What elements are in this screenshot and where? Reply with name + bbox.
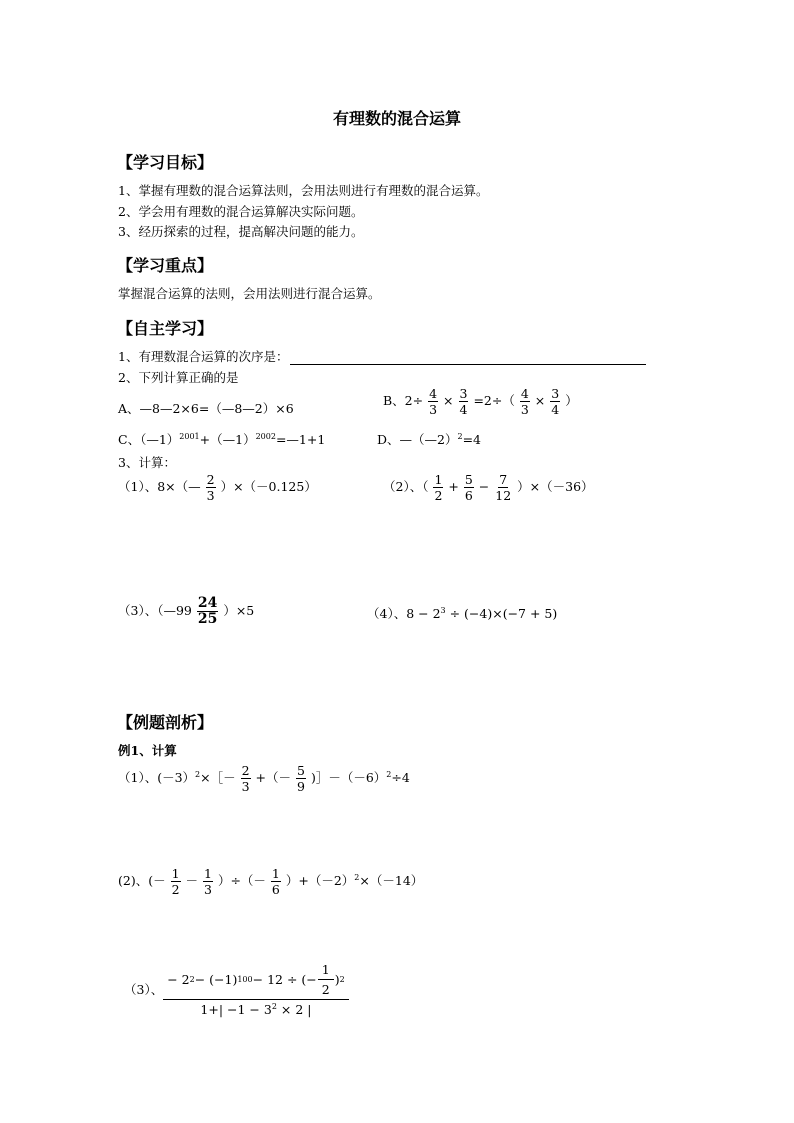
fraction	[433, 472, 443, 503]
answer-blank[interactable]	[290, 352, 646, 365]
denominator: 2	[321, 982, 330, 997]
example-1-mid: ×［－	[200, 770, 236, 785]
goal-item: 2、学会用有理数的混合运算解决实际问题。	[118, 204, 364, 219]
section-heading-self-study: 【自主学习】	[117, 319, 214, 338]
option-b-prefix: B、2÷	[383, 393, 424, 408]
example-2	[118, 866, 423, 897]
calc-1-prefix: （1）、8×（—	[118, 479, 201, 494]
calc-1	[118, 472, 317, 503]
example-1-mid: )］－（－6）	[310, 770, 387, 785]
numerator: 2	[241, 763, 250, 778]
denominator: 3	[520, 402, 529, 417]
fraction	[206, 472, 216, 503]
denominator: 2	[434, 488, 443, 503]
example-2-end: ×（－14）	[359, 873, 424, 888]
option-d	[377, 432, 481, 448]
numerator: 1	[171, 866, 180, 881]
numerator: 7	[499, 472, 508, 487]
expr-part: × 2 |	[276, 1002, 312, 1017]
denominator: 6	[464, 488, 473, 503]
complex-numerator: − 2 2 − (−1) 100 − 12 ÷ (− $\frac{1}{2}$ ) 2	[163, 962, 348, 1000]
denominator: 12	[495, 488, 512, 503]
example-2-mid: ）÷（－	[217, 873, 266, 888]
fraction	[464, 472, 474, 503]
example-2-prefix: (2)、(－	[118, 873, 166, 888]
fraction	[203, 866, 213, 897]
goal-item: 3、经历探索的过程，提高解决问题的能力。	[118, 224, 364, 239]
calc-4-end: ÷ (−4)×(−7 + 5)	[445, 606, 558, 621]
numerator: 1	[318, 962, 334, 980]
calc-3	[118, 596, 254, 627]
numerator: 1	[271, 866, 280, 881]
denominator: 9	[297, 779, 305, 794]
option-d-prefix: D、—（—2）	[377, 432, 458, 447]
calc-4	[367, 606, 557, 622]
numerator: 3	[551, 386, 560, 401]
numerator: 4	[429, 386, 438, 401]
operator: −	[478, 479, 490, 494]
calc-3-prefix: （3）、（—99	[118, 603, 192, 618]
section-heading-goals: 【学习目标】	[117, 153, 214, 172]
expr-part: − 12 ÷ (−	[252, 971, 317, 987]
exponent: 2	[354, 872, 360, 882]
operator: ×	[443, 393, 454, 408]
fraction	[520, 386, 530, 417]
fraction	[241, 763, 251, 794]
denominator: 6	[271, 882, 280, 897]
exponent: 2002	[255, 431, 276, 441]
fraction	[296, 763, 306, 794]
exponent: 2001	[179, 431, 200, 441]
fraction	[271, 866, 281, 897]
denominator: 3	[241, 779, 250, 794]
fraction	[428, 386, 438, 417]
example-2-mid: ）+（－2）	[285, 873, 355, 888]
fraction	[459, 386, 469, 417]
calc-4-prefix: （4）、8 − 2	[367, 606, 441, 621]
option-a: A、—8—2×6=（—8—2）×6	[118, 401, 294, 416]
expr-part: − 2	[167, 971, 190, 987]
denominator: 2	[171, 882, 180, 897]
exponent: 2	[457, 431, 463, 441]
operator: －	[185, 873, 199, 888]
numerator: 24	[197, 595, 218, 611]
expr-part: − (−1)	[194, 971, 238, 987]
operator: =2÷（	[473, 393, 515, 408]
option-c-end: =—1+1	[275, 432, 326, 447]
calc-2-end: ）×（－36）	[517, 479, 594, 494]
fraction	[171, 866, 181, 897]
question-3: 3、计算：	[118, 455, 176, 470]
calc-2-prefix: （2）、（	[383, 479, 429, 494]
numerator: 1	[204, 866, 212, 881]
question-1	[118, 349, 646, 365]
goal-item: 1、掌握有理数的混合运算法则，会用法则进行有理数的混合运算。	[118, 183, 489, 198]
option-d-end: =4	[462, 432, 482, 447]
expr-part: 1+| −1 − 3	[200, 1002, 272, 1017]
denominator: 25	[197, 611, 218, 627]
operator: ×	[534, 393, 546, 408]
exponent: 2	[271, 1001, 277, 1011]
question-1-label: 1、有理数混合运算的次序是：	[118, 349, 289, 364]
option-b	[383, 386, 578, 417]
example-heading: 例1、计算	[118, 743, 177, 758]
numerator: 5	[297, 763, 305, 778]
denominator: 4	[551, 402, 560, 417]
exponent: 2	[386, 769, 392, 779]
example-3-prefix: （3）、	[124, 982, 164, 997]
section-heading-focus: 【学习重点】	[117, 256, 214, 275]
numerator: 2	[206, 472, 215, 487]
example-1-mid: +（－	[255, 770, 292, 785]
operator: +	[448, 479, 459, 494]
calc-1-end: ）×（－0.125）	[220, 479, 317, 494]
denominator: 3	[206, 488, 215, 503]
calc-3-end: ）×5	[223, 603, 255, 618]
numerator: 1	[434, 472, 443, 487]
complex-fraction	[163, 962, 348, 1018]
option-c-mid: +（—1）	[199, 432, 256, 447]
complex-denominator	[200, 1000, 311, 1018]
option-c-prefix: C、（—1）	[118, 432, 180, 447]
fraction	[494, 472, 512, 503]
example-1-prefix: （1）、(－3）	[118, 770, 196, 785]
exponent: 3	[440, 605, 446, 615]
denominator: 4	[459, 402, 468, 417]
expr-part: )	[334, 971, 340, 987]
fraction	[197, 596, 218, 627]
example-1	[118, 763, 410, 794]
numerator: 4	[520, 386, 529, 401]
fraction	[550, 386, 560, 417]
page-title: 有理数的混合运算	[332, 109, 461, 128]
numerator: 5	[464, 472, 473, 487]
exponent: 2	[195, 769, 201, 779]
example-3	[124, 962, 349, 1018]
denominator: 3	[429, 402, 438, 417]
denominator: 3	[204, 882, 212, 897]
question-2: 2、下列计算正确的是	[118, 370, 239, 385]
option-c	[118, 432, 325, 448]
paren-close: ）	[565, 393, 578, 408]
fraction	[318, 962, 334, 997]
calc-2	[383, 472, 594, 503]
focus-text: 掌握混合运算的法则，会用法则进行混合运算。	[118, 286, 381, 301]
example-1-end: ÷4	[391, 770, 410, 785]
numerator: 3	[459, 386, 468, 401]
section-heading-examples: 【例题剖析】	[117, 713, 214, 732]
